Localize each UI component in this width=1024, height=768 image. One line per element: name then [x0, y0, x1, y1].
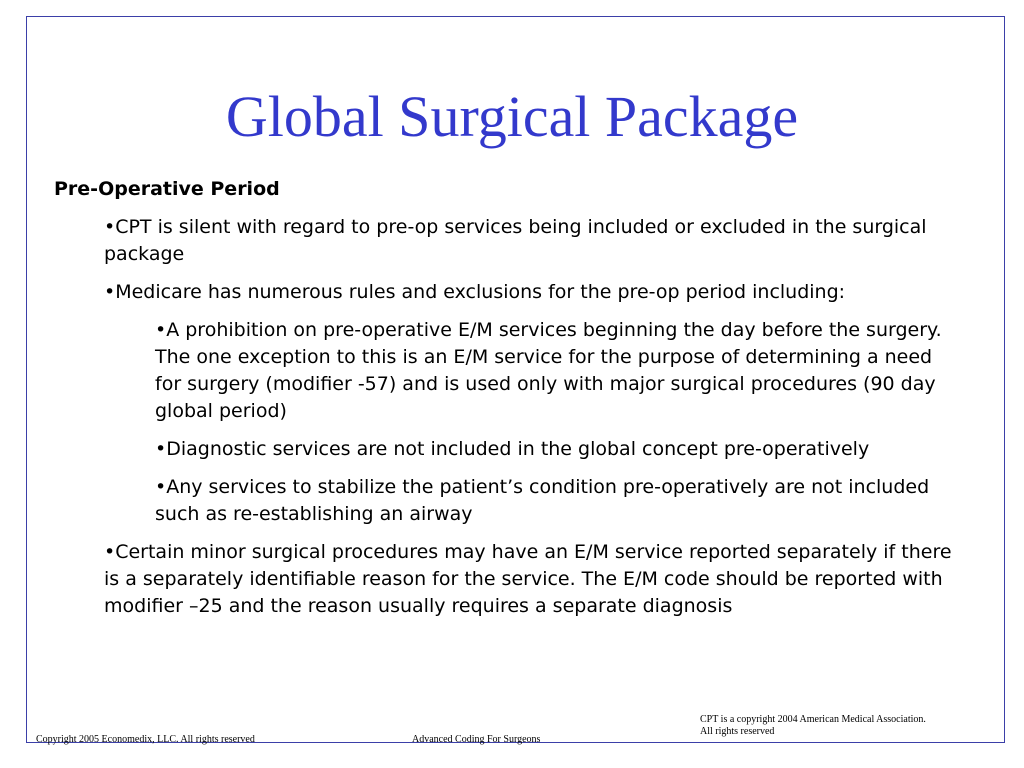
- footer-course-title: Advanced Coding For Surgeons: [412, 734, 541, 745]
- footer-copyright: Copyright 2005 Economedix, LLC. All rights reserved: [36, 734, 255, 745]
- footer-cpt-notice-line1: CPT is a copyright 2004 American Medical Association.: [700, 714, 926, 725]
- section-heading: Pre-Operative Period: [54, 178, 280, 200]
- slide-title: Global Surgical Package: [225, 84, 799, 149]
- bullet-cpt-silent: •CPT is silent with regard to pre-op services being included or excluded in the surgical package: [104, 216, 927, 265]
- sub-bullet-prohibition: •A prohibition on pre-operative E/M services beginning the day before the surgery. The one exception to this is an E/M service for the purpose of determining a need for surgery (modifier -57) and is used only with major surgical procedures (90 day global period): [155, 319, 942, 422]
- sub-bullet-diagnostic-services: •Diagnostic services are not included in the global concept pre-operatively: [155, 438, 870, 460]
- bullet-medicare-rules: •Medicare has numerous rules and exclusions for the pre-op period including:: [104, 281, 846, 303]
- footer-cpt-notice-line2: All rights reserved: [700, 726, 775, 737]
- sub-bullet-stabilize-services: •Any services to stabilize the patient’s condition pre-operatively are not included such as re-establishing an airway: [155, 476, 930, 525]
- bullet-minor-procedures: •Certain minor surgical procedures may have an E/M service reported separately if there is a separately identifiable reason for the service. The E/M code should be reported with modifier –25 and the reason usually requires a separate diagnosis: [104, 541, 952, 617]
- slide-content: [54, 176, 954, 631]
- footer-cpt-notice: [700, 714, 990, 738]
